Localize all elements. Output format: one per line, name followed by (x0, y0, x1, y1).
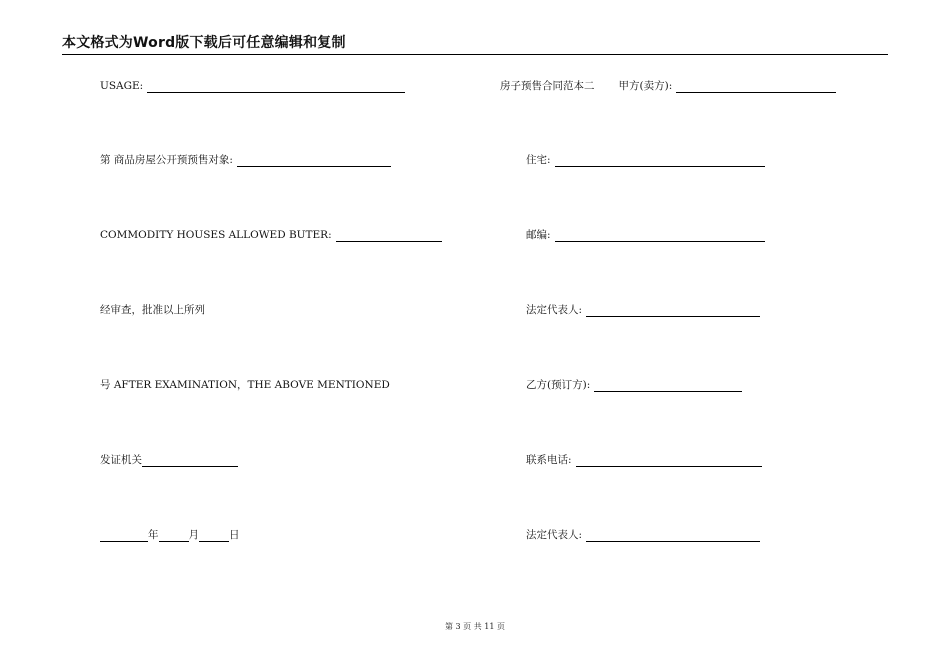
day-blank-line[interactable] (199, 530, 229, 542)
object-row (100, 153, 391, 167)
buyer-row (100, 228, 442, 242)
usage-label: USAGE: (100, 80, 144, 92)
legal-rep-row-2 (526, 528, 760, 542)
party-a-blank-line[interactable] (676, 81, 836, 93)
year-label: 年 (148, 529, 159, 541)
buyer-label: COMMODITY HOUSES ALLOWED BUTER: (100, 229, 332, 241)
date-row (100, 528, 240, 542)
usage-blank-line[interactable] (147, 81, 405, 93)
month-blank-line[interactable] (159, 530, 189, 542)
legal-rep-blank-line-2[interactable] (586, 530, 760, 542)
doc-title: 房子预售合同范本二 (500, 80, 595, 92)
party-a-label: 甲方(卖方): (618, 80, 673, 92)
residence-row (526, 153, 765, 167)
buyer-blank-line[interactable] (336, 230, 442, 242)
month-label: 月 (188, 529, 199, 541)
postcode-label: 邮编: (526, 229, 551, 241)
residence-label: 住宅: (526, 154, 551, 166)
phone-label: 联系电话: (526, 454, 572, 466)
party-b-blank-line[interactable] (594, 380, 742, 392)
after-exam-text: 号 AFTER EXAMINATION，THE ABOVE MENTIONED (100, 379, 390, 391)
right-column (500, 0, 880, 672)
header-title: 本文格式为Word版下载后可任意编辑和复制 (62, 35, 346, 51)
issuer-blank-line[interactable] (142, 455, 238, 467)
legal-rep-label-2: 法定代表人: (526, 529, 583, 541)
legal-rep-label-1: 法定代表人: (526, 304, 583, 316)
page-footer: 第 3 页 共 11 页 (445, 622, 505, 631)
party-a-row (500, 79, 836, 93)
postcode-blank-line[interactable] (555, 230, 765, 242)
phone-row (526, 453, 762, 467)
legal-rep-row-1 (526, 303, 760, 317)
day-label: 日 (229, 529, 240, 541)
party-b-label: 乙方(预订方): (526, 379, 591, 391)
party-b-row (526, 378, 742, 392)
residence-blank-line[interactable] (555, 155, 765, 167)
legal-rep-blank-line-1[interactable] (586, 305, 760, 317)
phone-blank-line[interactable] (576, 455, 762, 467)
usage-row (100, 79, 405, 93)
object-blank-line[interactable] (237, 155, 391, 167)
postcode-row (526, 228, 765, 242)
approval-row (100, 303, 205, 317)
object-label: 第 商品房屋公开预预售对象: (100, 154, 233, 166)
issuer-label: 发证机关 (100, 454, 142, 466)
left-column (100, 0, 510, 672)
approval-text: 经审查，批准以上所列 (100, 304, 205, 316)
issuer-row (100, 453, 238, 467)
year-blank-line[interactable] (100, 530, 148, 542)
after-exam-row (100, 378, 390, 392)
